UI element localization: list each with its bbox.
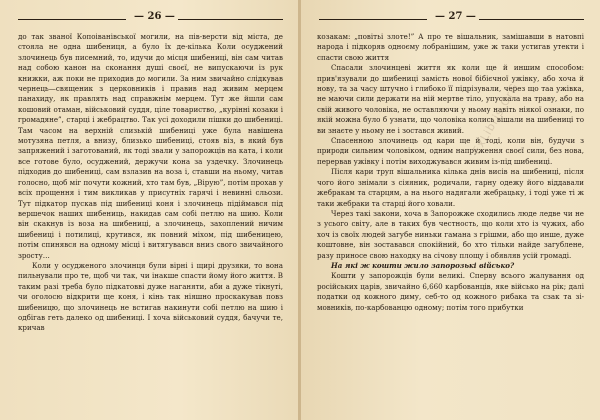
header-rule-right	[178, 19, 283, 20]
left-page-body	[18, 32, 283, 334]
left-page-number: — 26 —	[134, 11, 175, 22]
right-page-number: — 27 —	[435, 11, 476, 22]
paragraph: Після кари труп вішальника кілька днів висів на шибениці, після чого його знімали з сіяяник, родичали, гарну одежу його віддавали жебракам та старцям, а на нього надягали жебрацьку, і тоді уже ті ж таки жебраки та старці його ховали.	[317, 167, 584, 208]
paragraph: Спасенною злочинець од кари ще й тоді, коли він, будучи з природи сильним чоловіком, одним напруження своєї сили, без нова, перервав ужівку і потім виходжувався живим із-під шибениці.	[317, 136, 584, 166]
paragraph: Коли у осудженого злочинця були вірні і щирі друзяки, то вона пильнували про те, щоб чи так, чи інакше спасти йому його життя. В таким разі треба було підкатовві дуже наганяти, аби а дуже тікнуті, чи оголосю відкрити ще коня, і кінь так ніяшно проскакував повз шибеницю, що злочинець не встигав накинути собі петлю на шию і одбігав геть далеко од шибениці. І хоча військовий суддя, бачучи те, кричав	[18, 260, 283, 333]
left-page	[0, 0, 299, 420]
right-page-header	[319, 11, 584, 24]
paragraph: Спасали злочинцеві життя як коли ще й иншим способом: прив'язували до шибениці замість нової бібієчної ужівку, або хоча й нову, та за часу штучно і глибоко її підрізували, через що таа ужівка, не маючи сили держати на ній мертве тіло, упускала на траву, або на свій живого чоловіка, не оставляючи у ньому навіть ніякої ознаки, по якій можна було б узнати, що чоловіка колись вішали на шибениці то ви знаєте у ньому не і зостався живий.	[317, 63, 584, 135]
header-rule-left	[18, 19, 126, 20]
paragraph: козакам: „повітьі злоте!” А про те вішальник, замішавши в натовпі народа і підкоряв одноєму лобранішим, уже ж таки устигав утекти і спасти свою життя	[317, 32, 584, 62]
section-heading: На які ж кошти жило запорозькі військо?	[331, 260, 515, 270]
right-page-body	[317, 32, 584, 313]
paragraph: Кошти у запорожців були великі. Сперву всього жалування од російських царів, звичайно 6,660 карбованців, яке військо на рік; далі податки од кожного диму, себ-то од кожного рибака та сзак та зімовників, по-карбованцю одному; потім того прибутки	[317, 271, 584, 312]
paragraph: Через такі закони, хоча в Запорожже сходились люде ледве чи не з усього світу, але в таких був честность, що коли хто із чужих, або хоч із своїх людей загубе ниньки гамана з грішми, або що инше, дуже коштовне, він зоставався спокійний, бо хто тільки найде загублене, разу приносе свою находку на січову площу і обявляв усій громаді.	[317, 208, 584, 260]
right-page	[301, 0, 600, 420]
left-page-header	[18, 11, 283, 24]
header-rule-left	[319, 19, 427, 20]
watermark: ExLibris.OrG	[470, 80, 522, 157]
header-rule-right	[479, 19, 584, 20]
paragraph: до так званої Копоіванівської могили, на пів-версти від міста, де стояла не одна шибениця, а було їх де-кілька Коли осуджений злочинець був писемний, то, идучи до місця шибениці, він сам читав над собою канон на сконання душі своєї, не випускаючи із рук книжки, аж поки не приходив до могили. За ним звичайно слідкував чернець—священик з церковників і правив над живим мерцем панахиду, як правлять над справжнім мерцем. Тут же йшли сам кошовий отаман, військовий суддя, ціле товариство, „курінні козаки і громадяне”, старці і жебрацтво. Так усі доходили пішки до шибениці. Там часом на верхній слизькій шибениці уже була навішена мотузяна петля, а внизу, близько шибениці, стояв віз, в який був запряжений і заготований, як тоді звали у запорожців на ката, і коли все готове було, осуджений, держучи кона за уздечку. Злочинець підходив до шибениці, сам взлазив на воза і, ставши на ньому, читав голосно, щоб міг почути кожний, хто там був, „Вірую”, потім прохав у всіх прощення і тим викликав у присутніх гарячі і невинні сльози. Тут підкатор пускав під шибениці коня і злочинець підіймався під вершечок наших шибениць, накидав сам собі петлю на шию. Коли він скакнув із воза на шибениці, а злочинець, захоплений ничим шибениці і потилиці, крутився, як повний міхом, під шибеницею, потім спинявся на одному місці і витягувався вниз свого звичайного зросту…	[18, 32, 283, 260]
